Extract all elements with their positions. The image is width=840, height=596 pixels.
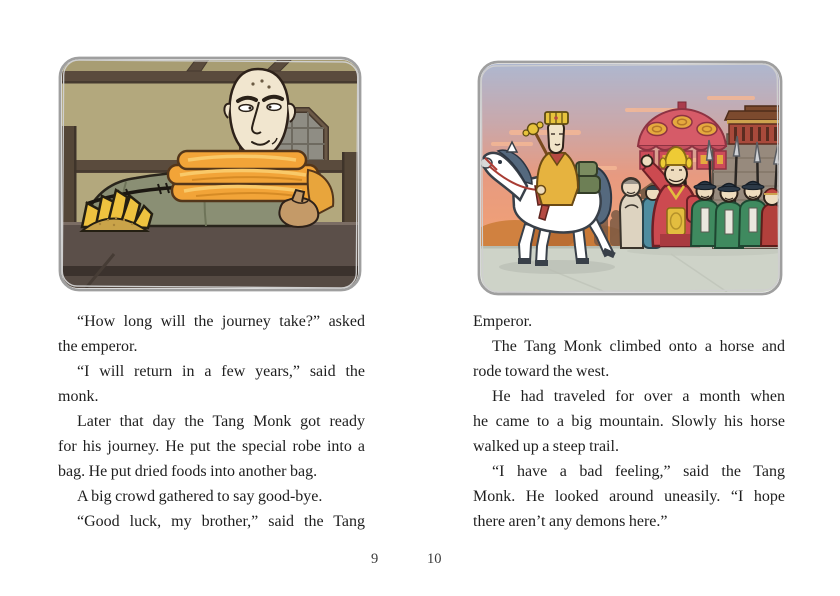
text-line: “Good luck, my brother,” said the Tang xyxy=(77,513,365,530)
text-line: “I have a bad feeling,” said the Tang xyxy=(492,463,785,480)
text-line: the emperor. xyxy=(58,338,138,355)
text-line: there aren’t any demons here.” xyxy=(473,513,668,530)
text-line: “I will return in a few years,” said the xyxy=(77,363,365,380)
left-post xyxy=(62,126,76,226)
left-page-text xyxy=(58,309,365,534)
text-line: Later that day the Tang Monk got ready xyxy=(77,413,365,430)
text-line: for his journey. He put the special robe into a xyxy=(58,438,365,455)
text-line: he came to a big mountain. Slowly his horse xyxy=(473,413,785,430)
right-page-text xyxy=(473,309,785,534)
page-number-left: 9 xyxy=(371,551,379,567)
text-line: He had traveled for over a month when xyxy=(492,388,785,405)
illustration-left-art xyxy=(56,54,364,294)
text-line: rode toward the west. xyxy=(473,363,610,380)
right-post xyxy=(344,152,358,226)
illustration-right-art xyxy=(475,58,785,298)
page-number-right: 10 xyxy=(427,551,442,567)
text-line: walked up a steep trail. xyxy=(473,438,619,455)
illustration-right xyxy=(475,58,785,298)
text-line: “How long will the journey take?” asked xyxy=(77,313,365,330)
text-line: Monk. He looked around uneasily. “I hope xyxy=(473,488,785,505)
officials xyxy=(691,182,767,249)
text-line: Emperor. xyxy=(473,313,533,330)
text-line: A big crowd gathered to say good-bye. xyxy=(77,488,323,505)
text-line: The Tang Monk climbed onto a horse and xyxy=(492,338,785,355)
old-man xyxy=(620,178,643,248)
text-line: bag. He put dried foods into another bag. xyxy=(58,463,318,480)
text-line: monk. xyxy=(58,388,99,405)
illustration-left xyxy=(56,54,364,294)
